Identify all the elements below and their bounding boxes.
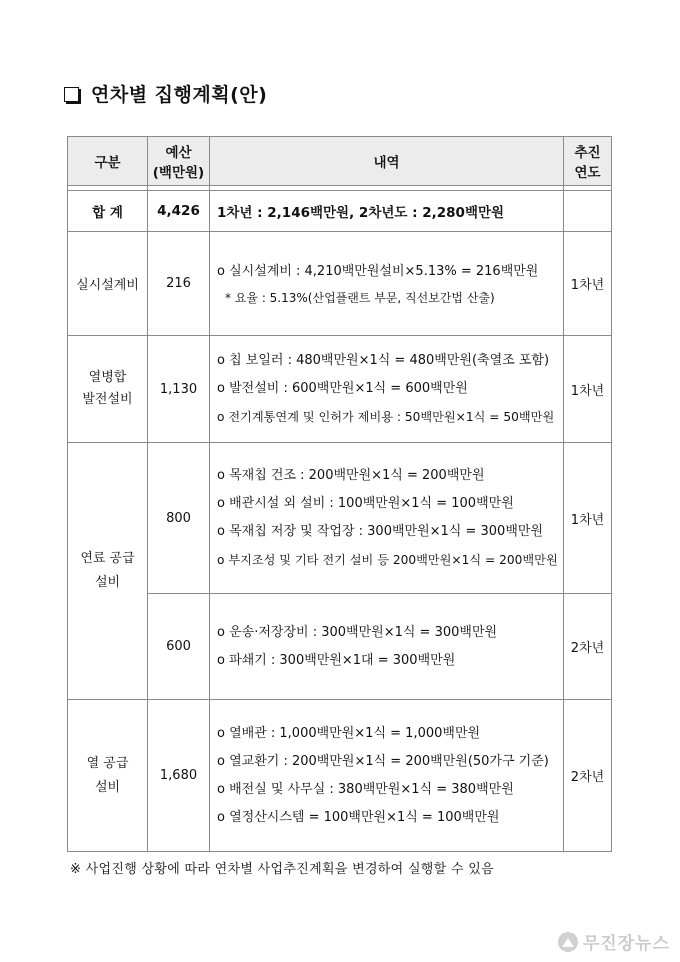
category-line: 설비 [94,779,121,795]
header-row [68,137,612,186]
table-row [68,232,612,336]
footnote: ※ 사업진행 상황에 따라 연차별 사업추진계획을 변경하여 실행할 수 있음 [70,862,494,877]
watermark [558,929,670,954]
detail-item: o 열정산시스템 = 100백만원×1식 = 100백만원 [217,809,500,825]
category-line: 연료 공급 [80,551,135,566]
detail-item: o 배관시설 외 설비 : 100백만원×1식 = 100백만원 [217,496,514,511]
row-category [68,700,148,852]
watermark-text: 무진장뉴스 [582,934,670,954]
category-line: 열 공급 [86,755,129,771]
header-category: 구분 [68,137,148,186]
category-line: 열병합 [88,370,127,385]
row-year: 1차년 [564,232,612,336]
table-row [68,594,612,700]
detail-item: o 발전설비 : 600백만원×1식 = 600백만원 [217,381,468,396]
mountain-logo-icon [558,932,578,952]
row-details [210,594,564,700]
detail-item: o 전기계통연계 및 인허가 제비용 : 50백만원×1식 = 50백만원 [217,410,555,424]
row-budget: 600 [148,594,210,700]
header-details: 내역 [210,137,564,186]
detail-item: o 실시설계비 : 4,210백만원설비×5.13% = 216백만원 [217,263,539,279]
row-details [210,443,564,594]
row-details [210,336,564,443]
row-year: 2차년 [564,700,612,852]
total-row [68,191,612,232]
row-budget: 216 [148,232,210,336]
row-details [210,232,564,336]
category-line: 설비 [94,575,121,590]
row-budget: 800 [148,443,210,594]
header-year-line2: 연도 [574,165,601,181]
detail-item: o 목재칩 저장 및 작업장 : 300백만원×1식 = 300백만원 [217,524,544,539]
header-budget-line2: (백만원) [152,165,205,181]
checkbox-bullet-icon [64,87,79,102]
header-budget [148,137,210,186]
row-year: 2차년 [564,594,612,700]
detail-item: o 부지조성 및 기타 전기 설비 등 200백만원×1식 = 200백만원 [217,553,558,567]
header-year [564,137,612,186]
table-row [68,443,612,594]
heading-title: 연차별 집행계획(안) [91,84,268,106]
detail-item: o 파쇄기 : 300백만원×1대 = 300백만원 [217,652,456,668]
detail-item: o 운송·저장장비 : 300백만원×1식 = 300백만원 [217,624,498,640]
detail-item: o 배전실 및 사무실 : 380백만원×1식 = 380백만원 [217,781,514,797]
total-year [564,191,612,232]
budget-plan-table [67,136,612,852]
row-budget: 1,130 [148,336,210,443]
row-details [210,700,564,852]
total-details: 1차년 : 2,146백만원, 2차년도 : 2,280백만원 [210,191,564,232]
total-label: 합 계 [68,191,148,232]
detail-item: o 열배관 : 1,000백만원×1식 = 1,000백만원 [217,725,481,741]
row-year: 1차년 [564,336,612,443]
table-row [68,336,612,443]
row-year: 1차년 [564,443,612,594]
detail-item: o 목재칩 건조 : 200백만원×1식 = 200백만원 [217,468,485,483]
header-year-line1: 추진 [574,145,601,161]
row-budget: 1,680 [148,700,210,852]
section-heading [64,80,267,107]
category-line: 발전설비 [82,392,133,407]
detail-item: o 열교환기 : 200백만원×1식 = 200백만원(50가구 기준) [217,753,549,769]
detail-item: o 칩 보일러 : 480백만원×1식 = 480백만원(축열조 포함) [217,353,550,368]
row-category: 실시설계비 [68,232,148,336]
row-category [68,336,148,443]
total-budget: 4,426 [148,191,210,232]
detail-note: * 요율 : 5.13%(산업플랜트 부문, 직선보간법 산출) [225,290,495,305]
header-budget-line1: 예산 [165,145,192,161]
table-row [68,700,612,852]
row-category [68,443,148,700]
